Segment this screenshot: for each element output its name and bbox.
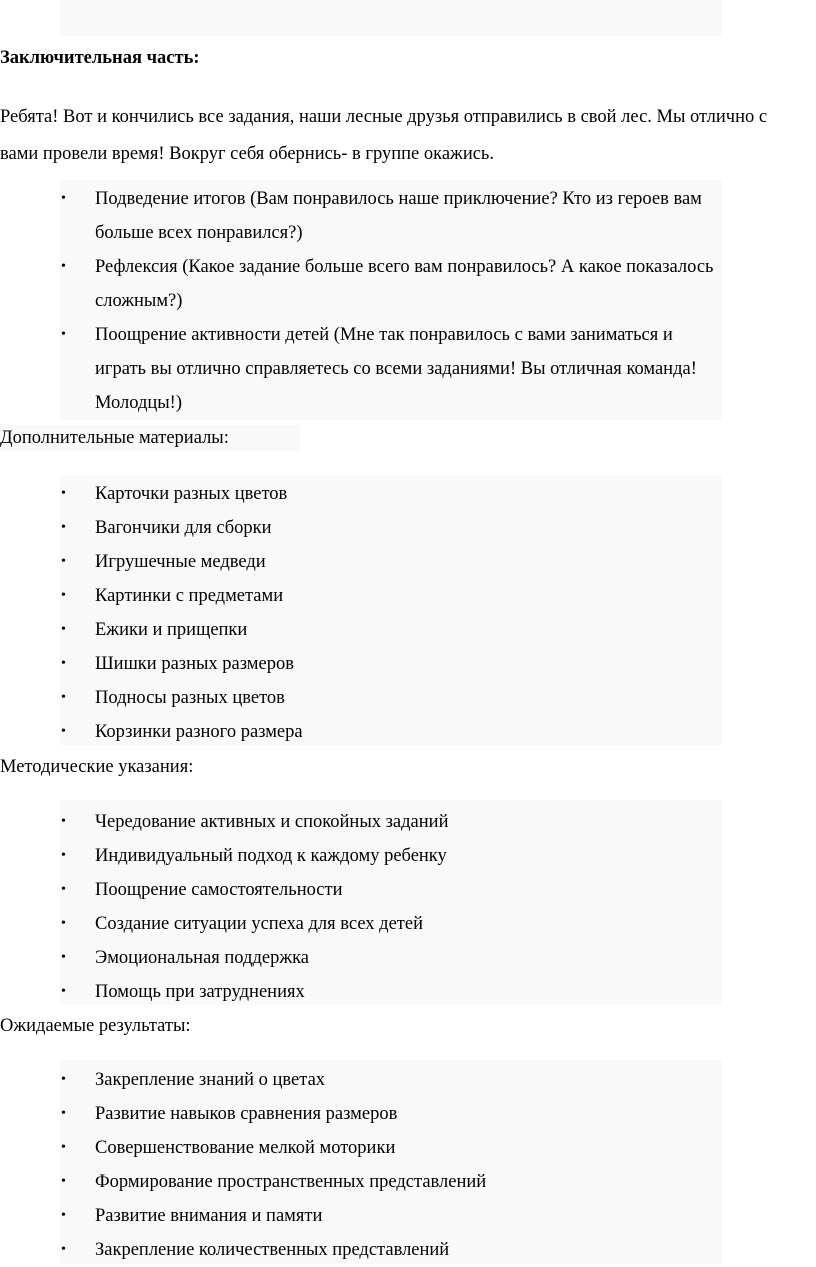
list-item-text: Создание ситуации успеха для всех детей <box>95 914 423 934</box>
list-item-text: Помощь при затруднениях <box>95 982 305 1002</box>
list-item <box>0 681 720 715</box>
list-item <box>0 941 720 975</box>
list-item <box>0 477 720 511</box>
list-item-text: Ежики и прищепки <box>95 620 248 640</box>
materials-label: Дополнительные материалы: <box>0 428 229 448</box>
bullet-icon: • <box>61 656 66 671</box>
list-item <box>0 579 720 613</box>
list-item-text: Закрепление количественных представлений <box>95 1240 450 1260</box>
list-item-text: Подносы разных цветов <box>95 688 285 708</box>
materials-list <box>0 477 720 749</box>
bullet-icon: • <box>61 724 66 739</box>
list-item-text: Поощрение активности детей (Мне так понравилось с вами заниматься и играть вы отлично справляетесь со всеми заданиями! Вы отличная команда! Молодцы!) <box>95 325 697 413</box>
list-item-text: Вагончики для сборки <box>95 518 272 538</box>
bullet-icon: • <box>61 554 66 569</box>
bullet-icon: • <box>61 1174 66 1189</box>
list-item-text: Формирование пространственных представлений <box>95 1172 487 1192</box>
bullet-icon: • <box>61 1072 66 1087</box>
list-item <box>0 873 720 907</box>
bullet-icon: • <box>61 950 66 965</box>
list-item-text: Картинки с предметами <box>95 586 284 606</box>
list-item <box>0 839 720 873</box>
list-item-text: Эмоциональная поддержка <box>95 948 310 968</box>
list-item-text: Рефлексия (Какое задание больше всего вам понравилось? А какое показалось сложным?) <box>95 257 714 311</box>
bullet-icon: • <box>61 848 66 863</box>
list-item-text: Совершенствование мелкой моторики <box>95 1138 396 1158</box>
summary-list <box>0 182 720 420</box>
background-panel-top <box>60 0 722 36</box>
list-item <box>0 1199 720 1233</box>
bullet-icon: • <box>61 259 66 274</box>
list-item-text: Корзинки разного размера <box>95 722 303 742</box>
list-item <box>0 1165 720 1199</box>
list-item <box>0 1063 720 1097</box>
list-item <box>0 647 720 681</box>
list-item-text: Шишки разных размеров <box>95 654 294 674</box>
list-item <box>0 1097 720 1131</box>
bullet-icon: • <box>61 1208 66 1223</box>
list-item <box>0 1131 720 1165</box>
guidelines-list <box>0 805 720 1009</box>
bullet-icon: • <box>61 588 66 603</box>
list-item <box>0 1233 720 1267</box>
bullet-icon: • <box>61 1140 66 1155</box>
section-heading: Заключительная часть: <box>0 48 200 68</box>
bullet-icon: • <box>61 486 66 501</box>
results-label: Ожидаемые результаты: <box>0 1016 191 1036</box>
guidelines-label: Методические указания: <box>0 757 194 777</box>
list-item <box>0 613 720 647</box>
list-item-text: Закрепление знаний о цветах <box>95 1070 326 1090</box>
list-item <box>0 907 720 941</box>
list-item <box>0 511 720 545</box>
list-item-text: Развитие навыков сравнения размеров <box>95 1104 398 1124</box>
list-item-text: Карточки разных цветов <box>95 484 288 504</box>
intro-paragraph: Ребята! Вот и кончились все задания, наши лесные друзья отправились в свой лес. Мы отлично с вами провели время! Вокруг себя обернись- в группе окажись. <box>0 107 768 164</box>
list-item-text: Индивидуальный подход к каждому ребенку <box>95 846 447 866</box>
bullet-icon: • <box>61 1106 66 1121</box>
bullet-icon: • <box>61 984 66 999</box>
list-item <box>0 318 715 420</box>
list-item-text: Подведение итогов (Вам понравилось наше приключение? Кто из героев вам больше всех понравился?) <box>95 189 702 243</box>
list-item <box>0 975 720 1009</box>
bullet-icon: • <box>61 520 66 535</box>
bullet-icon: • <box>61 622 66 637</box>
bullet-icon: • <box>61 191 66 206</box>
bullet-icon: • <box>61 814 66 829</box>
bullet-icon: • <box>61 882 66 897</box>
list-item <box>0 805 720 839</box>
bullet-icon: • <box>61 690 66 705</box>
list-item <box>0 715 720 749</box>
list-item <box>0 545 720 579</box>
list-item-text: Развитие внимания и памяти <box>95 1206 323 1226</box>
bullet-icon: • <box>61 1242 66 1257</box>
list-item-text: Игрушечные медведи <box>95 552 266 572</box>
results-list <box>0 1063 720 1267</box>
list-item-text: Поощрение самостоятельности <box>95 880 343 900</box>
list-item-text: Чередование активных и спокойных заданий <box>95 812 449 832</box>
bullet-icon: • <box>61 916 66 931</box>
bullet-icon: • <box>61 327 66 342</box>
list-item <box>0 182 715 250</box>
list-item <box>0 250 715 318</box>
